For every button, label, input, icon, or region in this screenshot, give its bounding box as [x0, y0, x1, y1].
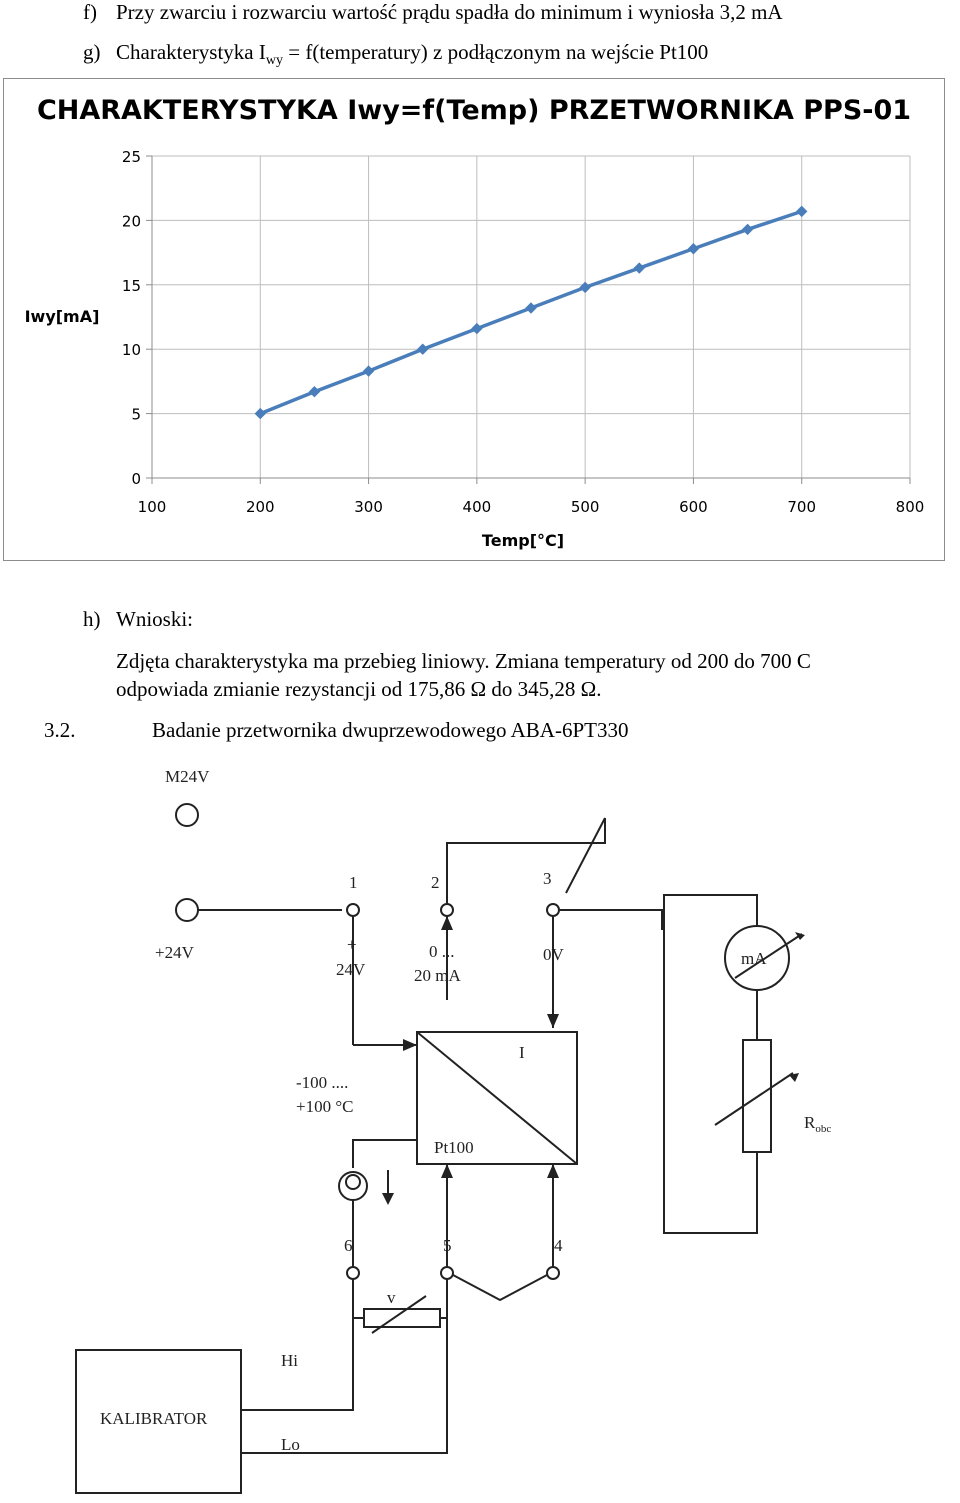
module-output-label: I — [519, 1043, 525, 1062]
item-f-line — [83, 0, 783, 25]
current-range-label-2: 20 mA — [414, 966, 461, 985]
terminal-3 — [547, 904, 559, 916]
terminal-6-label: 6 — [344, 1236, 353, 1255]
module-input-label: Pt100 — [434, 1138, 474, 1157]
section-number: 3.2. — [44, 718, 76, 742]
x-tick-label: 400 — [462, 498, 492, 516]
m24v-terminal — [176, 804, 198, 826]
data-point — [472, 324, 482, 334]
terminal-1 — [347, 904, 359, 916]
terminal-4 — [547, 1267, 559, 1279]
wiring-diagram — [0, 753, 960, 1503]
terminal-4-label: 4 — [554, 1236, 563, 1255]
data-point — [526, 303, 536, 313]
item-h-marker: h) — [83, 607, 101, 631]
item-h-text: Wnioski: — [116, 607, 193, 631]
y-axis-label: Iwy[mA] — [24, 307, 100, 326]
zero-volt-label: 0V — [543, 945, 564, 964]
current-range-label-1: 0 ... — [429, 942, 455, 961]
x-tick-label: 200 — [245, 498, 275, 516]
pot-label: v — [387, 1288, 396, 1307]
y-tick-label: 5 — [131, 405, 141, 424]
x-tick-label: 700 — [787, 498, 817, 516]
x-tick-label: 100 — [137, 498, 167, 516]
chart-title: CHARAKTERYSTYKA Iwy=f(Temp) PRZETWORNIKA PPS-01 — [36, 95, 912, 126]
item-g-suffix: = f(temperatury) z podłączonym na wejście Pt100 — [283, 40, 709, 64]
conclusion-line-1: Zdjęta charakterystyka ma przebieg liniowy. Zmiana temperatury od 200 do 700 C — [116, 649, 811, 673]
item-g-prefix: Charakterystyka I — [116, 40, 266, 64]
section-title: Badanie przetwornika dwuprzewodowego ABA-6PT330 — [152, 718, 629, 742]
data-point — [797, 206, 807, 216]
m24v-label: M24V — [165, 767, 210, 786]
item-h-line — [83, 607, 193, 632]
plus24v-label: +24V — [155, 943, 194, 962]
data-point — [309, 387, 319, 397]
current-source — [339, 1172, 367, 1200]
data-point — [743, 224, 753, 234]
terminal-5-label: 5 — [443, 1236, 452, 1255]
hi-label: Hi — [281, 1351, 298, 1370]
item-f-marker: f) — [83, 0, 97, 24]
data-point — [255, 409, 265, 419]
terminal-2 — [441, 904, 453, 916]
data-point — [688, 244, 698, 254]
x-tick-label: 800 — [895, 498, 925, 516]
conclusion-line-2: odpowiada zmianie rezystancji od 175,86 Ω do 345,28 Ω. — [116, 677, 602, 701]
data-point — [418, 344, 428, 354]
terminal-1-label: 1 — [349, 873, 358, 892]
plus-sign-label: + — [347, 935, 357, 954]
terminal-5 — [441, 1267, 453, 1279]
calibrator-label: KALIBRATOR — [100, 1409, 208, 1428]
y-tick-label: 25 — [121, 148, 141, 166]
lo-label: Lo — [281, 1435, 300, 1454]
temp-range-label-2: +100 °C — [296, 1097, 354, 1116]
item-g-line — [83, 40, 709, 69]
v24-label: 24V — [336, 960, 366, 979]
item-f-text: Przy zwarciu i rozwarciu wartość prądu spadła do minimum i wyniosła 3,2 mA — [116, 0, 783, 24]
y-tick-label: 0 — [131, 470, 141, 488]
item-g-marker: g) — [83, 40, 101, 64]
x-axis-label: Temp[°C] — [481, 531, 565, 550]
plus24v-terminal — [176, 899, 198, 921]
terminal-3-label: 3 — [543, 869, 552, 888]
x-tick-label: 300 — [354, 498, 383, 516]
temp-range-label-1: -100 .... — [296, 1073, 349, 1092]
data-point — [634, 263, 644, 273]
meter-label: mA — [741, 949, 767, 968]
terminal-2-label: 2 — [431, 873, 440, 892]
terminal-6 — [347, 1267, 359, 1279]
chart-frame — [3, 78, 945, 561]
y-tick-label: 10 — [121, 341, 141, 360]
item-g-subscript: wy — [265, 53, 283, 69]
x-tick-label: 500 — [570, 498, 600, 516]
line-chart — [4, 79, 944, 560]
y-tick-label: 20 — [121, 212, 141, 231]
section-heading — [44, 718, 629, 743]
y-tick-label: 15 — [121, 276, 141, 295]
data-point — [364, 366, 374, 376]
load-label: $R_{obc}$ — [804, 1113, 832, 1135]
data-point — [580, 282, 590, 292]
x-tick-label: 600 — [679, 498, 708, 516]
